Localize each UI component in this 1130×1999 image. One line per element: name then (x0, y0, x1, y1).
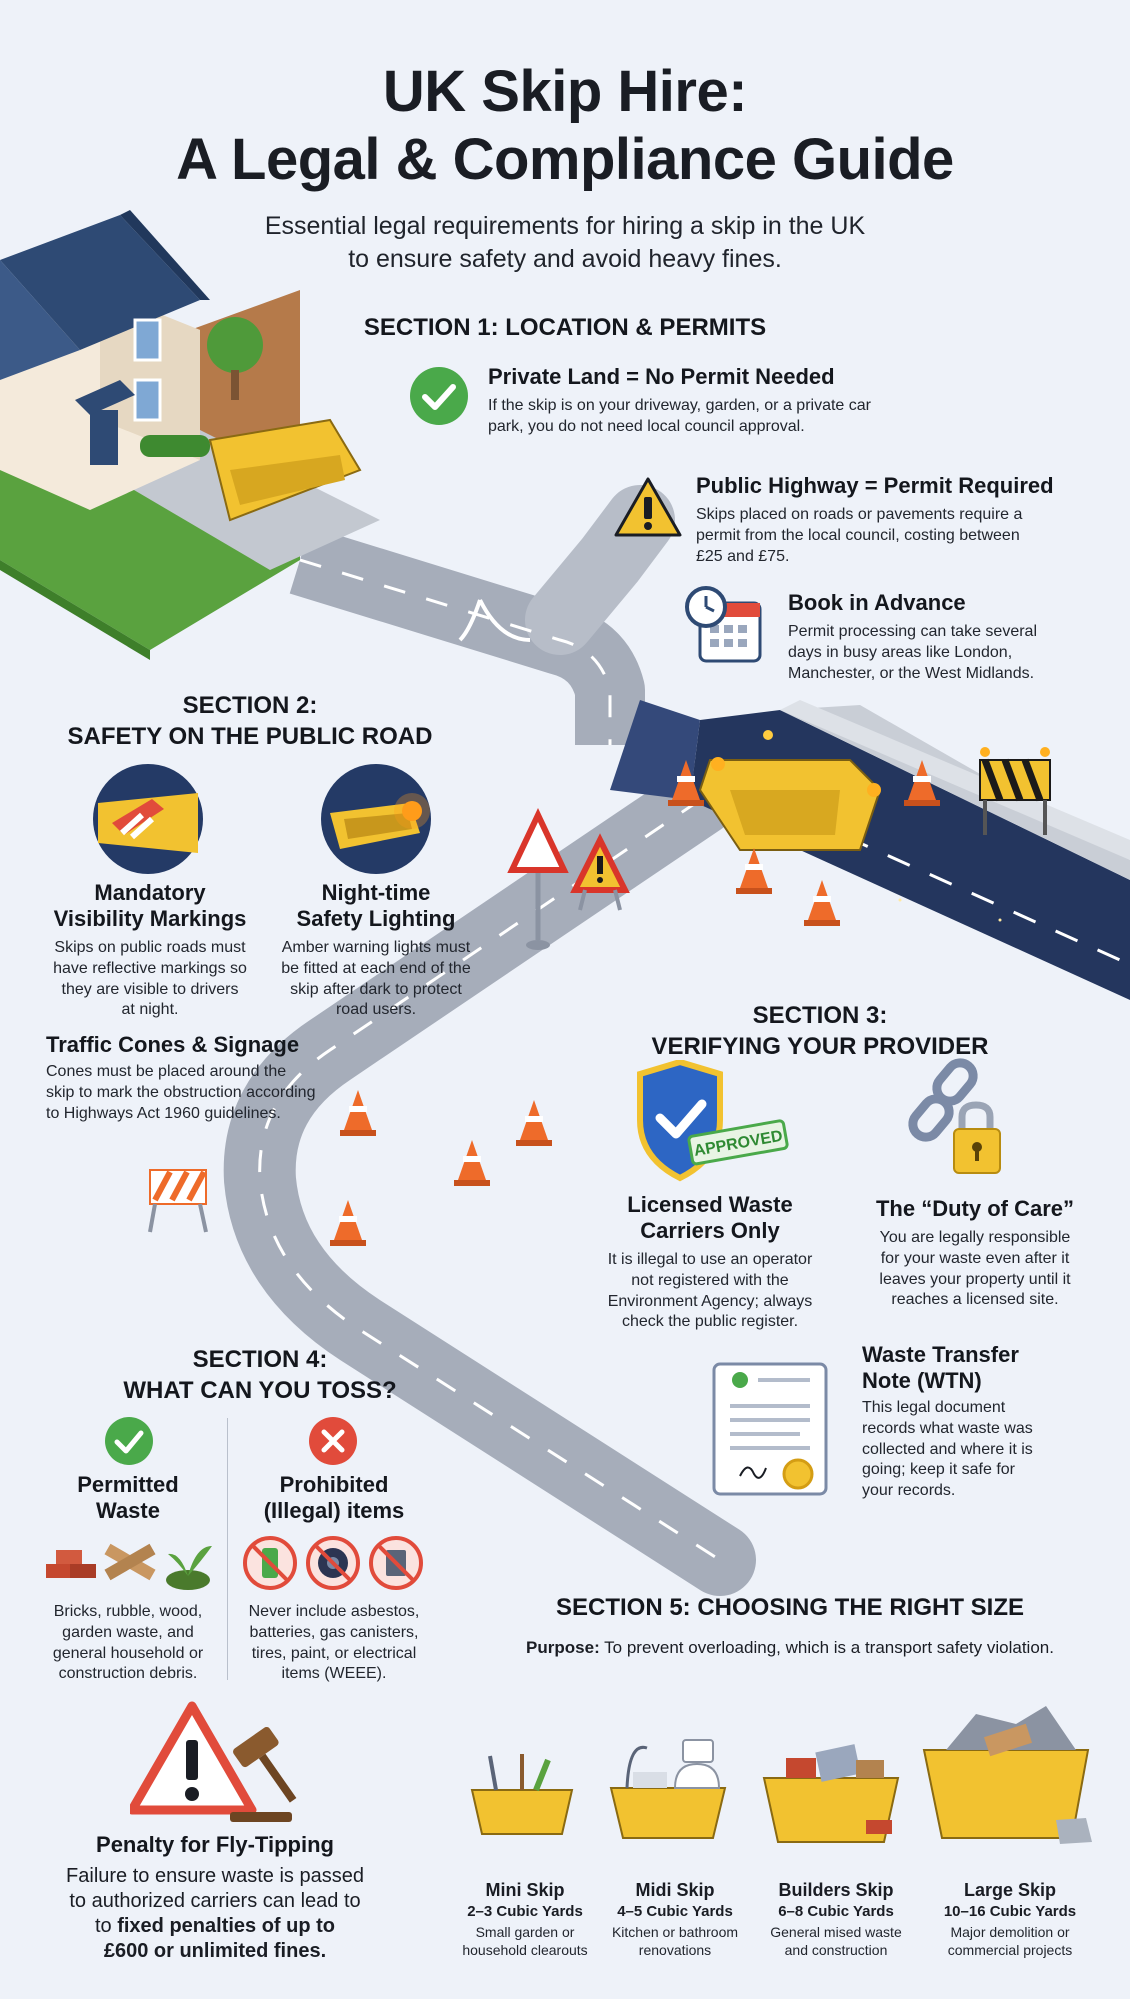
lighting-title-line-1: Night-time (321, 880, 431, 905)
prohibited-cross-icon (308, 1416, 358, 1466)
private-land-line-2: park, you do not need local council approval. (488, 417, 805, 435)
approved-shield-icon (630, 1060, 790, 1185)
tire-prohibited-icon (308, 1538, 358, 1588)
markings-desc (36, 938, 264, 1021)
midi-skip-icon (603, 1728, 733, 1843)
size-desc (922, 1923, 1098, 1959)
section-2-title (40, 690, 460, 752)
bricks-icon (46, 1550, 96, 1578)
public-highway-desc (696, 505, 1116, 567)
page-title (0, 58, 1130, 194)
permitted-check-icon (104, 1416, 154, 1466)
battery-prohibited-icon (245, 1538, 295, 1588)
prohibited-title-line-1: Prohibited (279, 1472, 389, 1497)
size-desc-line-1: Major demolition or (950, 1924, 1070, 1941)
reflective-marking-icon (92, 763, 204, 875)
size-desc (756, 1923, 916, 1959)
size-name: Mini Skip (485, 1880, 565, 1900)
size-desc-line-2: renovations (638, 1942, 712, 1959)
licensed-line-3: Environment Agency; always (607, 1292, 813, 1310)
penalty-line-3-bold: fixed penalties of up to (117, 1915, 336, 1937)
book-advance-line-1: Permit processing can take several (788, 623, 1037, 640)
permitted-desc (36, 1602, 220, 1685)
book-advance-line-2: days in busy areas like London, (788, 643, 1013, 661)
cones-line-2: skip to mark the obstruction according (46, 1083, 316, 1101)
title-line-2: A Legal & Compliance Guide (176, 126, 954, 192)
cones-desc (46, 1062, 366, 1124)
duty-line-3: leaves your property until it (879, 1270, 1071, 1288)
duty-of-care-title: The “Duty of Care” (875, 1196, 1075, 1221)
penalty-line-1: Failure to ensure waste is passed (66, 1865, 364, 1887)
size-capacity: 10–16 Cubic Yards (943, 1902, 1077, 1920)
size-desc (450, 1923, 600, 1959)
wtn-title-line-1: Waste Transfer (862, 1342, 1019, 1367)
duty-line-1: You are legally responsible (879, 1229, 1071, 1246)
size-card-large (922, 1880, 1098, 1959)
wtn-line-4: going; keep it safe for (862, 1461, 1015, 1479)
wtn-line-5: your records. (862, 1482, 956, 1500)
permitted-title (40, 1472, 216, 1525)
prohibited-line-2: batteries, gas canisters, (249, 1623, 419, 1641)
paint-can-prohibited-icon (371, 1538, 421, 1588)
lighting-line-4: road users. (335, 1001, 417, 1019)
small-barrier (150, 1170, 206, 1232)
builders-skip-icon (756, 1738, 906, 1848)
book-advance-line-3: Manchester, or the West Midlands. (788, 664, 1035, 682)
licensed-line-1: It is illegal to use an operator (607, 1251, 813, 1268)
penalty-title: Penalty for Fly-Tipping (96, 1832, 334, 1857)
prohibited-line-4: items (WEEE). (281, 1665, 387, 1683)
cones-line-1: Cones must be placed around the (46, 1063, 287, 1080)
permitted-waste-icons (40, 1532, 216, 1592)
penalty-line-3 (30, 1914, 400, 1939)
section-3-title (600, 1000, 1040, 1062)
prohibited-desc (232, 1602, 436, 1685)
duty-of-care-desc (850, 1228, 1100, 1311)
lighting-title (266, 880, 486, 933)
size-name: Builders Skip (778, 1880, 894, 1900)
section-5-purpose (470, 1638, 1110, 1658)
subtitle-line-1: Essential legal requirements for hiring a skip in the UK (264, 212, 866, 240)
lighting-line-3: skip after dark to protect (290, 980, 462, 998)
size-desc-line-2: commercial projects (947, 1942, 1073, 1959)
lighting-title-line-2: Safety Lighting (296, 906, 456, 932)
chain-lock-icon (900, 1055, 1005, 1185)
penalty-line-2: to authorized carriers can lead to (69, 1890, 361, 1912)
prohibited-line-3: tires, paint, or electrical (251, 1644, 417, 1662)
markings-line-1: Skips on public roads must (54, 939, 246, 956)
markings-title-line-2: Visibility Markings (53, 906, 247, 932)
purpose-label: Purpose: (526, 1638, 600, 1657)
size-capacity: 4–5 Cubic Yards (617, 1902, 733, 1920)
licensed-title-line-2: Carriers Only (640, 1218, 780, 1244)
licensed-line-2: not registered with the (631, 1271, 789, 1289)
duty-line-4: reaches a licensed site. (891, 1291, 1059, 1309)
lighting-line-2: be fitted at each end of the (281, 959, 471, 977)
private-land-title: Private Land = No Permit Needed (488, 364, 835, 389)
section-5-title: SECTION 5: CHOOSING THE RIGHT SIZE (555, 1594, 1025, 1621)
section-2-title-line-1: SECTION 2: (182, 692, 318, 719)
section-4-title-line-1: SECTION 4: (192, 1346, 328, 1373)
check-circle-icon (408, 365, 470, 427)
size-desc-line-1: General mised waste (770, 1924, 902, 1941)
size-desc-line-1: Kitchen or bathroom (611, 1924, 739, 1941)
markings-line-3: they are visible to drivers (61, 980, 239, 998)
section-4-divider (227, 1418, 228, 1680)
private-land-desc (488, 396, 1028, 438)
section-1-title: SECTION 1: LOCATION & PERMITS (363, 314, 767, 341)
size-desc (600, 1923, 750, 1959)
permitted-line-2: garden waste, and (62, 1623, 194, 1641)
size-name: Large Skip (963, 1880, 1057, 1900)
mini-skip-icon (462, 1750, 582, 1840)
wtn-line-2: records what waste was (862, 1419, 1033, 1437)
wtn-title-line-2: Note (WTN) (862, 1368, 982, 1394)
licensed-title (590, 1192, 830, 1245)
markings-title-line-1: Mandatory (94, 880, 206, 905)
permitted-line-1: Bricks, rubble, wood, (53, 1603, 203, 1620)
lighting-desc (262, 938, 490, 1021)
prohibited-title-line-2: (Illegal) items (263, 1498, 405, 1524)
approved-badge-text: APPROVED (692, 1127, 784, 1160)
penalty-warning-gavel-icon (130, 1700, 300, 1830)
lighting-line-1: Amber warning lights must (281, 939, 471, 956)
size-card-builders (756, 1880, 916, 1959)
book-advance-title: Book in Advance (788, 590, 966, 615)
public-highway-title: Public Highway = Permit Required (696, 473, 1054, 498)
public-highway-line-2: permit from the local council, costing between (696, 526, 1020, 544)
penalty-line-3-plain: to (94, 1915, 118, 1937)
size-name: Midi Skip (635, 1880, 715, 1900)
wtn-title (862, 1342, 1102, 1395)
wtn-desc (862, 1398, 1102, 1502)
wtn-line-3: collected and where it is (862, 1440, 1033, 1458)
prohibited-line-1: Never include asbestos, (248, 1603, 420, 1620)
cones-title: Traffic Cones & Signage (46, 1032, 300, 1057)
subtitle-line-2: to ensure safety and avoid heavy fines. (348, 244, 782, 273)
document-icon (700, 1356, 848, 1504)
section-3-title-line-1: SECTION 3: (752, 1002, 888, 1029)
size-capacity: 6–8 Cubic Yards (778, 1902, 894, 1920)
markings-line-4: at night. (121, 1001, 179, 1019)
large-skip-icon (916, 1700, 1096, 1850)
duty-line-2: for your waste even after it (880, 1249, 1070, 1267)
cones-line-3: to Highways Act 1960 guidelines. (46, 1104, 281, 1122)
purpose-text: To prevent overloading, which is a transport safety violation. (599, 1638, 1054, 1657)
markings-line-2: have reflective markings so (53, 959, 247, 977)
penalty-line-4: £600 or unlimited fines. (103, 1940, 327, 1962)
permitted-title-line-2: Waste (96, 1498, 160, 1524)
penalty-desc (30, 1864, 400, 1964)
licensed-line-4: check the public register. (621, 1313, 799, 1331)
size-desc-line-1: Small garden or (475, 1924, 575, 1941)
permitted-title-line-1: Permitted (77, 1472, 179, 1497)
licensed-desc (576, 1250, 844, 1333)
prohibited-title (236, 1472, 432, 1525)
permitted-line-3: general household or (52, 1644, 204, 1662)
permitted-line-4: construction debris. (58, 1665, 198, 1683)
calendar-clock-icon (684, 585, 764, 667)
section-3-title-line-2: VERIFYING YOUR PROVIDER (651, 1033, 989, 1061)
private-land-line-1: If the skip is on your driveway, garden, or a private car (488, 397, 871, 414)
section-4-title-line-2: WHAT CAN YOU TOSS? (123, 1377, 397, 1405)
warning-triangle-icon (612, 475, 684, 539)
title-line-1: UK Skip Hire: (382, 59, 748, 124)
size-capacity: 2–3 Cubic Yards (467, 1902, 583, 1920)
section-2-title-line-2: SAFETY ON THE PUBLIC ROAD (67, 723, 433, 751)
amber-light-icon (320, 763, 432, 875)
plant-icon (166, 1546, 212, 1590)
size-desc-line-2: and construction (784, 1942, 888, 1959)
size-desc-line-2: household clearouts (462, 1942, 588, 1959)
wood-icon (104, 1544, 155, 1580)
wtn-line-1: This legal document (862, 1399, 1006, 1416)
markings-title (40, 880, 260, 933)
licensed-title-line-1: Licensed Waste (627, 1192, 793, 1217)
public-highway-line-1: Skips placed on roads or pavements require a (696, 506, 1023, 523)
book-advance-desc (788, 622, 1118, 684)
size-card-midi (600, 1880, 750, 1959)
size-card-mini (450, 1880, 600, 1959)
prohibited-items-icons (240, 1534, 426, 1592)
page-subtitle (0, 210, 1130, 275)
public-highway-line-3: £25 and £75. (696, 547, 790, 565)
section-4-title (40, 1344, 480, 1406)
